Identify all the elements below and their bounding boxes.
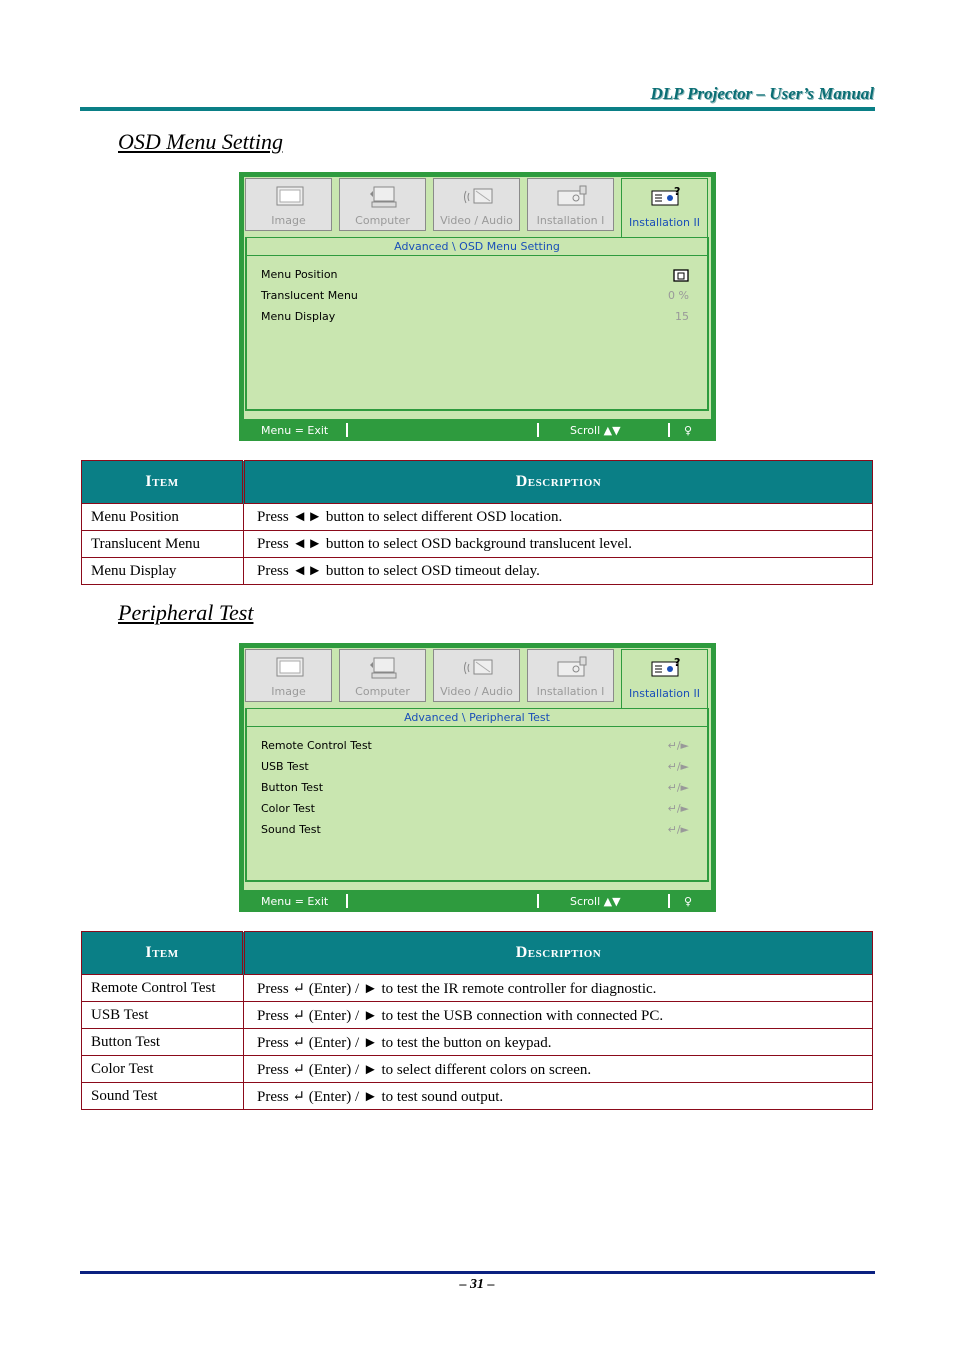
osd-row-label: Menu Display [261, 310, 336, 323]
osd-row-usb-test[interactable] [261, 760, 689, 778]
osd-screen-menu-setting [239, 172, 716, 441]
tab-label: Installation II [629, 687, 700, 700]
scroll-hint: Scroll ▲▼ [570, 895, 621, 908]
enter-right-icon: ↵/► [667, 823, 689, 836]
footer-rule [80, 1271, 875, 1274]
tab-label: Video / Audio [440, 214, 513, 227]
installation-i-icon [556, 656, 588, 680]
tab-label: Computer [355, 214, 410, 227]
osd-menu-setting-table [81, 460, 873, 585]
tab-installation-ii[interactable] [621, 649, 708, 709]
tab-label: Video / Audio [440, 685, 513, 698]
image-icon [274, 656, 306, 680]
osd-row-label: Translucent Menu [261, 289, 358, 302]
installation-ii-icon [650, 656, 682, 680]
table-row: Menu Position Press ◄► button to select different OSD location. [82, 504, 873, 531]
tab-label: Installation I [536, 685, 605, 698]
image-icon [274, 185, 306, 209]
tab-label: Image [271, 214, 306, 227]
table-row: USB Test Press ↵ (Enter) / ► to test the USB connection with connected PC. [82, 1002, 873, 1029]
osd-breadcrumb: Advanced \ Peripheral Test [247, 709, 707, 727]
osd-screen-peripheral-test [239, 643, 716, 912]
table-row: Menu Display Press ◄► button to select OSD timeout delay. [82, 558, 873, 585]
osd-row-translucent-menu[interactable] [261, 289, 689, 307]
osd-row-label: Button Test [261, 781, 324, 794]
svg-text:?: ? [674, 185, 681, 198]
column-header-description: Description [244, 932, 873, 975]
osd-row-value: 0 % [668, 289, 689, 302]
osd-row-remote-control-test[interactable] [261, 739, 689, 757]
installation-i-icon [556, 185, 588, 209]
tab-installation-ii[interactable] [621, 178, 708, 238]
osd-row-value: 15 [675, 310, 689, 323]
section-title-osd-menu-setting: OSD Menu Setting [118, 129, 283, 154]
osd-status-bar [239, 890, 716, 912]
menu-exit-hint: Menu = Exit [261, 895, 329, 908]
tab-label: Computer [355, 685, 410, 698]
tab-computer[interactable] [339, 649, 426, 702]
tab-installation-i[interactable] [527, 178, 614, 231]
tab-video-audio[interactable] [433, 178, 520, 231]
table-row: Color Test Press ↵ (Enter) / ► to select different colors on screen. [82, 1056, 873, 1083]
osd-row-label: Menu Position [261, 268, 338, 281]
tab-installation-i[interactable] [527, 649, 614, 702]
osd-status-bar [239, 419, 716, 441]
enter-right-icon: ↵/► [667, 739, 689, 752]
computer-icon [368, 185, 400, 209]
menu-position-icon [673, 269, 689, 282]
osd-row-menu-display[interactable] [261, 310, 689, 328]
enter-right-icon: ↵/► [667, 760, 689, 773]
running-header: DLP Projector – User’s Manual [650, 84, 874, 103]
section-title-peripheral-test: Peripheral Test [118, 600, 254, 625]
osd-row-menu-position[interactable] [261, 268, 689, 286]
table-row: Sound Test Press ↵ (Enter) / ► to test sound output. [82, 1083, 873, 1110]
tab-video-audio[interactable] [433, 649, 520, 702]
table-row: Translucent Menu Press ◄► button to select OSD background translucent level. [82, 531, 873, 558]
osd-panel [245, 708, 709, 882]
osd-panel [245, 237, 709, 411]
osd-row-color-test[interactable] [261, 802, 689, 820]
tab-computer[interactable] [339, 178, 426, 231]
tab-image[interactable] [245, 178, 332, 231]
osd-breadcrumb: Advanced \ OSD Menu Setting [247, 238, 707, 256]
lock-icon: ♀ [684, 895, 693, 908]
tab-label: Installation I [536, 214, 605, 227]
computer-icon [368, 656, 400, 680]
osd-row-label: Remote Control Test [261, 739, 372, 752]
video-audio-icon [462, 656, 494, 680]
tab-label: Installation II [629, 216, 700, 229]
page-number: – 31 – [459, 1277, 495, 1292]
peripheral-test-table [81, 931, 873, 1110]
lock-icon: ♀ [684, 424, 693, 437]
osd-row-label: Color Test [261, 802, 315, 815]
tab-label: Image [271, 685, 306, 698]
column-header-item: Item [82, 932, 244, 975]
osd-row-label: USB Test [261, 760, 309, 773]
osd-row-sound-test[interactable] [261, 823, 689, 841]
tab-image[interactable] [245, 649, 332, 702]
video-audio-icon [462, 185, 494, 209]
svg-text:?: ? [674, 656, 681, 669]
osd-row-button-test[interactable] [261, 781, 689, 799]
osd-row-label: Sound Test [261, 823, 321, 836]
column-header-description: Description [244, 461, 873, 504]
header-rule [80, 107, 875, 111]
enter-right-icon: ↵/► [667, 781, 689, 794]
menu-exit-hint: Menu = Exit [261, 424, 329, 437]
column-header-item: Item [82, 461, 244, 504]
table-row: Button Test Press ↵ (Enter) / ► to test the button on keypad. [82, 1029, 873, 1056]
installation-ii-icon [650, 185, 682, 209]
table-row: Remote Control Test Press ↵ (Enter) / ► to test the IR remote controller for diagnostic. [82, 975, 873, 1002]
scroll-hint: Scroll ▲▼ [570, 424, 621, 437]
enter-right-icon: ↵/► [667, 802, 689, 815]
